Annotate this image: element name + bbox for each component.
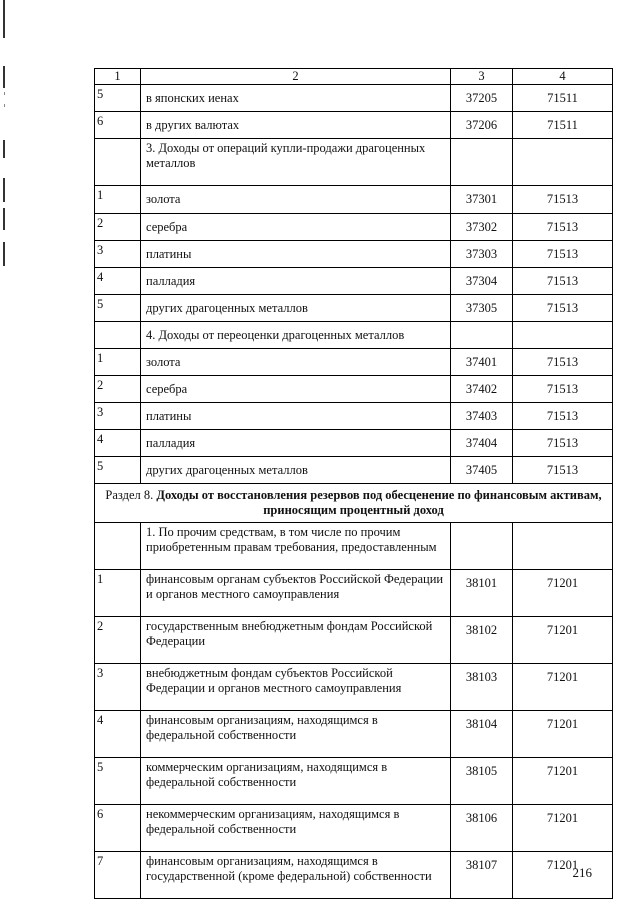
row-code-col4	[513, 322, 613, 349]
scan-edge-mark	[3, 66, 5, 88]
row-number: 7	[95, 852, 141, 899]
row-code-col3: 37403	[451, 403, 513, 430]
table-row	[95, 241, 613, 268]
row-description: 1. По прочим средствам, в том числе по прочим приобретенным правам требования, предоставленным	[141, 523, 451, 570]
table-row	[95, 711, 613, 758]
row-description: финансовым органам субъектов Российской Федерации и органов местного самоуправления	[141, 570, 451, 617]
row-description: в других валютах	[141, 112, 451, 139]
table-row	[95, 457, 613, 484]
row-code-col3: 37303	[451, 241, 513, 268]
scan-edge-mark	[3, 178, 5, 202]
table-row	[95, 85, 613, 112]
row-code-col3: 37301	[451, 186, 513, 214]
row-code-col4: 71511	[513, 112, 613, 139]
table-row-subheading	[95, 523, 613, 570]
row-code-col4: 71201	[513, 570, 613, 617]
table-row	[95, 430, 613, 457]
row-code-col4: 71201	[513, 805, 613, 852]
row-number: 3	[95, 403, 141, 430]
row-code-col4: 71201	[513, 852, 613, 899]
row-code-col3: 37304	[451, 268, 513, 295]
table-row	[95, 268, 613, 295]
table-row	[95, 852, 613, 899]
row-code-col3: 37205	[451, 85, 513, 112]
row-description: палладия	[141, 268, 451, 295]
row-description: финансовым организациям, находящимся в федеральной собственности	[141, 711, 451, 758]
table-header-row	[95, 69, 613, 85]
row-code-col3	[451, 523, 513, 570]
row-code-col4: 71511	[513, 85, 613, 112]
row-description: 3. Доходы от операций купли-продажи драгоценных металлов	[141, 139, 451, 186]
row-number	[95, 322, 141, 349]
row-description: серебра	[141, 376, 451, 403]
row-code-col4: 71513	[513, 376, 613, 403]
header-cell: 2	[141, 69, 451, 85]
table-row	[95, 295, 613, 322]
row-code-col4: 71201	[513, 617, 613, 664]
section-heading	[95, 484, 613, 523]
row-code-col4: 71513	[513, 268, 613, 295]
table-row	[95, 214, 613, 241]
row-code-col3: 38106	[451, 805, 513, 852]
row-code-col4: 71513	[513, 186, 613, 214]
table-row-subheading	[95, 322, 613, 349]
row-code-col3	[451, 322, 513, 349]
table-row	[95, 349, 613, 376]
row-code-col3: 38107	[451, 852, 513, 899]
section-prefix: Раздел 8.	[105, 488, 154, 502]
row-number: 5	[95, 457, 141, 484]
row-code-col3: 38101	[451, 570, 513, 617]
row-code-col4: 71513	[513, 430, 613, 457]
row-description: коммерческим организациям, находящимся в федеральной собственности	[141, 758, 451, 805]
row-description: некоммерческим организациям, находящимся в федеральной собственности	[141, 805, 451, 852]
row-code-col3: 37401	[451, 349, 513, 376]
section-heading-row	[95, 484, 613, 523]
row-number: 6	[95, 112, 141, 139]
row-code-col3	[451, 139, 513, 186]
row-code-col3: 37206	[451, 112, 513, 139]
header-cell: 3	[451, 69, 513, 85]
row-number: 2	[95, 376, 141, 403]
table-row	[95, 805, 613, 852]
table-row	[95, 112, 613, 139]
row-number: 4	[95, 430, 141, 457]
row-description: палладия	[141, 430, 451, 457]
header-cell: 4	[513, 69, 613, 85]
table-row	[95, 376, 613, 403]
scan-edge-mark	[4, 104, 5, 107]
row-number: 3	[95, 664, 141, 711]
row-number	[95, 139, 141, 186]
row-code-col4: 71513	[513, 349, 613, 376]
row-code-col3: 38102	[451, 617, 513, 664]
scan-edge-mark	[4, 92, 5, 95]
row-code-col3: 38104	[451, 711, 513, 758]
row-code-col3: 37404	[451, 430, 513, 457]
row-number: 5	[95, 295, 141, 322]
row-number	[95, 523, 141, 570]
row-number: 5	[95, 758, 141, 805]
row-description: финансовым организациям, находящимся в государственной (кроме федеральной) собственности	[141, 852, 451, 899]
row-description: внебюджетным фондам субъектов Российской Федерации и органов местного самоуправления	[141, 664, 451, 711]
table-row	[95, 664, 613, 711]
row-code-col3: 38103	[451, 664, 513, 711]
table-row	[95, 617, 613, 664]
row-description: других драгоценных металлов	[141, 457, 451, 484]
accounts-table	[94, 68, 613, 899]
row-code-col4	[513, 523, 613, 570]
row-number: 2	[95, 617, 141, 664]
row-description: серебра	[141, 214, 451, 241]
row-code-col4	[513, 139, 613, 186]
row-description: платины	[141, 403, 451, 430]
row-number: 3	[95, 241, 141, 268]
row-number: 5	[95, 85, 141, 112]
row-description: 4. Доходы от переоценки драгоценных металлов	[141, 322, 451, 349]
row-code-col4: 71201	[513, 758, 613, 805]
row-code-col4: 71513	[513, 457, 613, 484]
row-number: 4	[95, 711, 141, 758]
row-number: 2	[95, 214, 141, 241]
row-code-col3: 38105	[451, 758, 513, 805]
header-cell: 1	[95, 69, 141, 85]
row-description: в японских иенах	[141, 85, 451, 112]
row-description: золота	[141, 186, 451, 214]
row-code-col3: 37405	[451, 457, 513, 484]
row-code-col3: 37302	[451, 214, 513, 241]
table-row	[95, 403, 613, 430]
scan-edge-mark	[3, 140, 5, 158]
row-number: 6	[95, 805, 141, 852]
scan-edge-mark	[3, 208, 5, 230]
row-description: других драгоценных металлов	[141, 295, 451, 322]
scan-edge-mark	[3, 242, 5, 266]
row-code-col3: 37305	[451, 295, 513, 322]
row-description: государственным внебюджетным фондам Российской Федерации	[141, 617, 451, 664]
row-code-col4: 71513	[513, 403, 613, 430]
table-row	[95, 570, 613, 617]
row-number: 1	[95, 186, 141, 214]
row-number: 1	[95, 570, 141, 617]
row-code-col4: 71513	[513, 241, 613, 268]
table-row	[95, 186, 613, 214]
row-number: 1	[95, 349, 141, 376]
section-title: Доходы от восстановления резервов под обесценение по финансовым активам, приносящим процентный доход	[156, 488, 602, 517]
table-row	[95, 758, 613, 805]
row-description: золота	[141, 349, 451, 376]
row-code-col3: 37402	[451, 376, 513, 403]
row-code-col4: 71201	[513, 664, 613, 711]
row-code-col4: 71513	[513, 295, 613, 322]
row-number: 4	[95, 268, 141, 295]
row-description: платины	[141, 241, 451, 268]
row-code-col4: 71201	[513, 711, 613, 758]
table-row-subheading	[95, 139, 613, 186]
page-number: 216	[572, 865, 592, 880]
row-code-col4: 71513	[513, 214, 613, 241]
scan-edge-mark	[3, 0, 5, 38]
